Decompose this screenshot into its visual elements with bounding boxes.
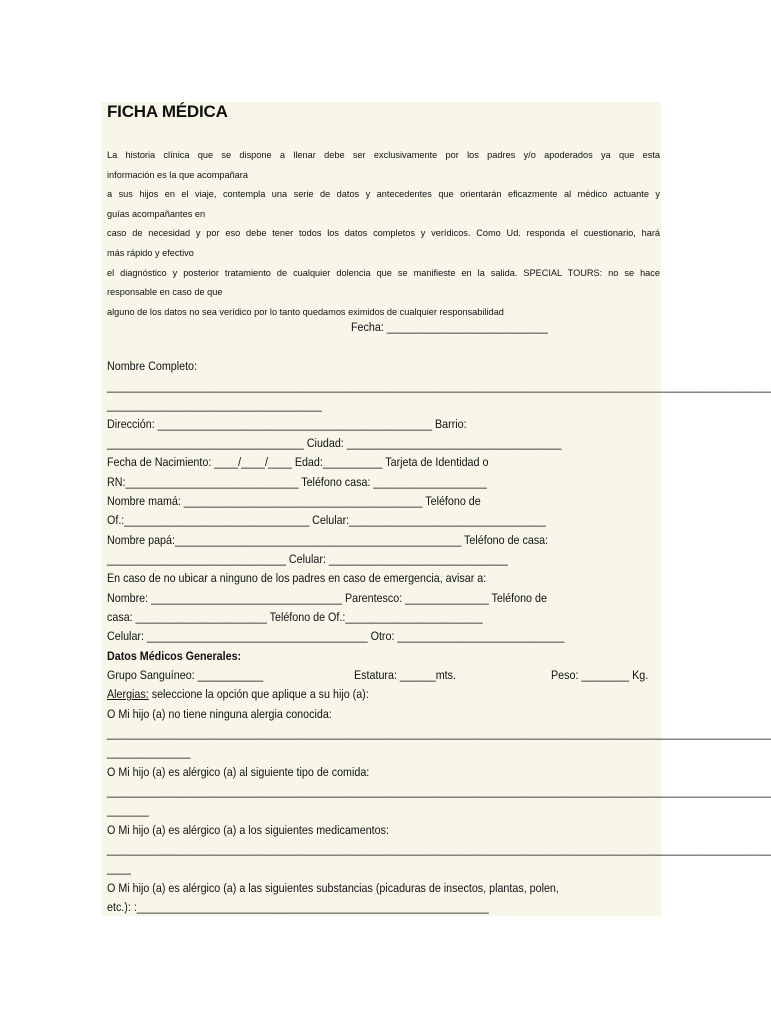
option-no-alergia-fill[interactable]: __________________________________________________________________________________________________ (107, 726, 771, 740)
alergias-instruction: seleccione la opción que aplique a su hijo (a): (148, 687, 369, 701)
option-alergia-medicamentos-fill[interactable]: __________________________________________________________________________________________________ (107, 842, 771, 856)
option-alergia-comida[interactable]: O Mi hijo (a) es alérgico (a) al siguiente tipo de comida: (107, 765, 370, 779)
option-alergia-substancias-fill[interactable]: etc.): :___________________________________________________________ (107, 900, 489, 914)
option-alergia-substancias[interactable]: O Mi hijo (a) es alérgico (a) a las siguientes substancias (picaduras de insectos, plantas, polen, (107, 881, 559, 895)
direccion-field[interactable]: Dirección: ______________________________________________ Barrio: (107, 417, 467, 431)
option-alergia-medicamentos[interactable]: O Mi hijo (a) es alérgico (a) a los siguientes medicamentos: (107, 823, 389, 837)
peso-field[interactable]: Peso: ________ Kg. (551, 668, 649, 682)
intro-line: alguno de los datos no sea verídico por lo tanto quedamos eximidos de cualquier responsabilidad (107, 306, 504, 317)
nombre-completo-label: Nombre Completo: (107, 359, 198, 373)
fecha-field[interactable]: Fecha: ___________________________ (351, 320, 548, 334)
option-alergia-comida-fill[interactable]: __________________________________________________________________________________________________ (107, 784, 771, 798)
alergias-label: Alergias: (107, 687, 149, 701)
nombre-completo-field[interactable]: __________________________________________________________________________________________________ (107, 379, 771, 393)
intro-line: información es la que acompañara (107, 169, 248, 180)
intro-line: caso de necesidad y por eso debe tener todos los datos completos y verídicos. Como Ud. responda el cuestionario, hará (107, 228, 660, 239)
estatura-field[interactable]: Estatura: ______mts. (354, 668, 456, 682)
rn-telefono-casa-field[interactable]: RN:_____________________________ Teléfono casa: ___________________ (107, 475, 487, 489)
nombre-mama-field[interactable]: Nombre mamá: ________________________________________ Teléfono de (107, 494, 481, 508)
option-alergia-medicamentos-fill-cont[interactable]: ____ (107, 861, 131, 875)
nacimiento-edad-field[interactable]: Fecha de Nacimiento: ____/____/____ Edad:__________ Tarjeta de Identidad o (107, 455, 489, 469)
oficina-celular-field[interactable]: Of.:_______________________________ Celular:_________________________________ (107, 513, 546, 527)
nombre-papa-field[interactable]: Nombre papá:________________________________________________ Teléfono de casa: (107, 533, 549, 547)
alergias-prompt (107, 685, 369, 704)
document-title: FICHA MÉDICA (107, 102, 228, 121)
intro-line: más rápido y efectivo (107, 247, 194, 258)
emergencia-casa-field[interactable]: casa: ______________________ Teléfono de Of.:_______________________ (107, 610, 483, 624)
intro-line: La historia clínica que se dispone a llenar debe ser exclusivamente por los padres y/o apoderados ya que esta (107, 150, 660, 160)
emergencia-instruction: En caso de no ubicar a ninguno de los padres en caso de emergencia, avisar a: (107, 571, 487, 585)
grupo-sanguineo-field[interactable]: Grupo Sanguíneo: ___________ (107, 668, 264, 682)
option-alergia-comida-fill-cont[interactable]: _______ (107, 803, 149, 817)
intro-line: responsable en caso de que (107, 287, 223, 298)
intro-paragraph (107, 146, 660, 322)
emergencia-nombre-field[interactable]: Nombre: ________________________________ Parentesco: ______________ Teléfono de (107, 591, 547, 605)
nombre-completo-field-cont[interactable]: ____________________________________ (107, 398, 322, 412)
intro-line: guías acompañantes en (107, 208, 206, 219)
papa-celular-field[interactable]: ______________________________ Celular: ______________________________ (107, 552, 508, 566)
option-no-alergia[interactable]: O Mi hijo (a) no tiene ninguna alergia conocida: (107, 707, 332, 721)
datos-medicos-heading: Datos Médicos Generales: (107, 649, 242, 663)
intro-line: el diagnóstico y posterior tratamiento de cualquier dolencia que se manifieste en la salida. SPECIAL TOURS: no se hace (107, 267, 660, 278)
ciudad-field[interactable]: _________________________________ Ciudad: ____________________________________ (107, 436, 562, 450)
emergencia-celular-field[interactable]: Celular: _____________________________________ Otro: ____________________________ (107, 629, 565, 643)
intro-line: a sus hijos en el viaje, contempla una serie de datos y antecedentes que orientarán eficazmente al médico actuante y (107, 189, 660, 200)
option-no-alergia-fill-cont[interactable]: ______________ (107, 745, 191, 759)
